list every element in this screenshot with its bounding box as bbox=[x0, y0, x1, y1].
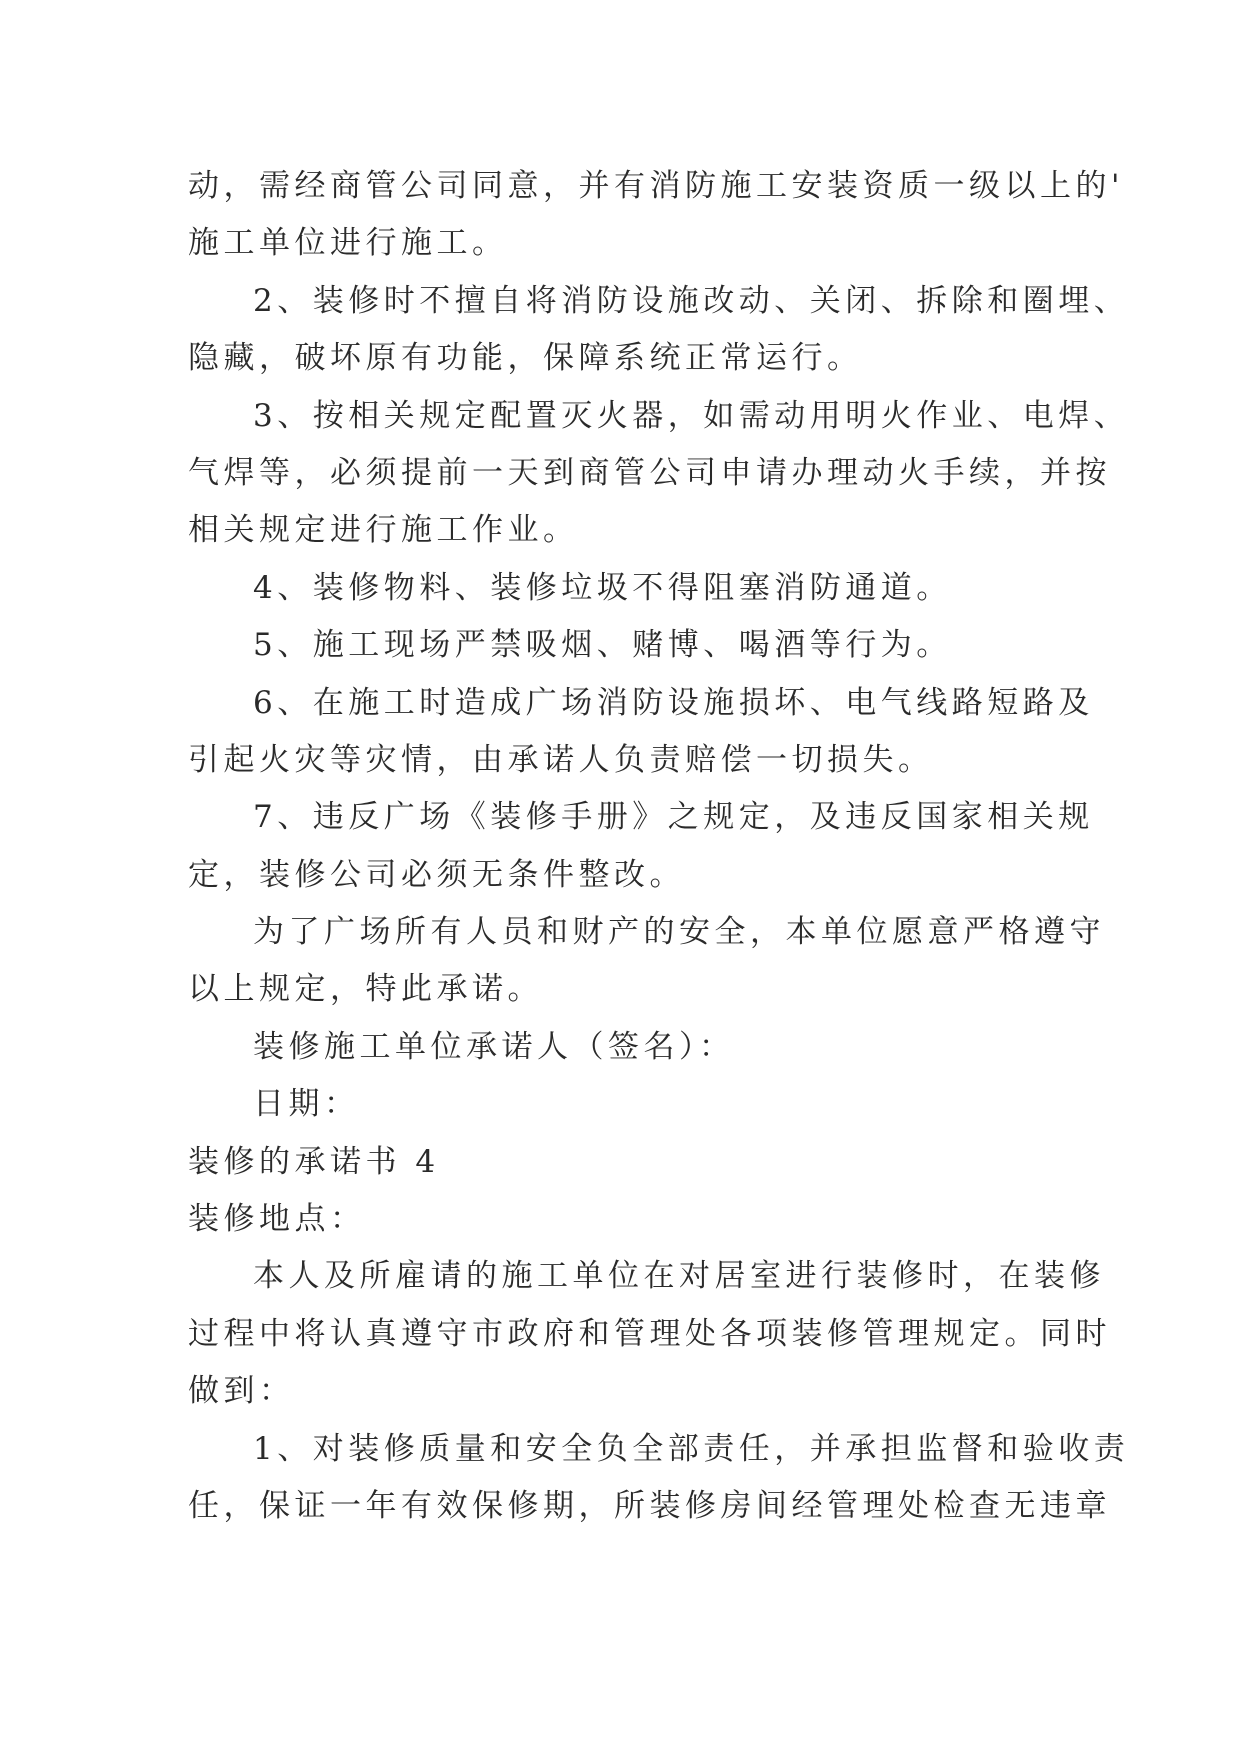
section-title: 装修的承诺书 4 bbox=[188, 1143, 440, 1180]
text-line-2: 施工单位进行施工。 bbox=[188, 225, 508, 262]
pledge-line-1: 为了广场所有人员和财产的安全，本单位愿意严格遵守 bbox=[253, 914, 1105, 951]
item-1-line-1: 1、对装修质量和安全负全部责任，并承担监督和验收责 bbox=[253, 1430, 1130, 1467]
clause-2-line-2: 隐藏，破坏原有功能，保障系统正常运行。 bbox=[188, 340, 863, 377]
clause-7-line-2: 定，装修公司必须无条件整改。 bbox=[188, 856, 685, 893]
text-line-1: 动，需经商管公司同意，并有消防施工安装资质一级以上的' bbox=[188, 168, 1125, 204]
intro-line-2: 过程中将认真遵守市政府和管理处各项装修管理规定。同时 bbox=[188, 1315, 1111, 1352]
date-label: 日期： bbox=[253, 1086, 360, 1123]
location-label: 装修地点： bbox=[188, 1201, 366, 1238]
pledge-line-2: 以上规定，特此承诺。 bbox=[188, 971, 543, 1008]
intro-line-1: 本人及所雇请的施工单位在对居室进行装修时，在装修 bbox=[253, 1258, 1105, 1295]
clause-3-line-3: 相关规定进行施工作业。 bbox=[188, 512, 579, 549]
clause-2-line-1: 2、装修时不擅自将消防设施改动、关闭、拆除和圈埋、 bbox=[253, 282, 1130, 319]
clause-6-line-2: 引起火灾等灾情，由承诺人负责赔偿一切损失。 bbox=[188, 741, 934, 778]
document-body bbox=[188, 158, 1130, 1535]
clause-7-line-1: 7、违反广场《装修手册》之规定，及违反国家相关规 bbox=[253, 799, 1094, 836]
item-1-line-2: 任，保证一年有效保修期，所装修房间经管理处检查无违章 bbox=[188, 1487, 1111, 1524]
clause-6-line-1: 6、在施工时造成广场消防设施损坏、电气线路短路及 bbox=[253, 684, 1094, 721]
signature-label: 装修施工单位承诺人（签名）： bbox=[253, 1028, 735, 1065]
clause-3-line-1: 3、按相关规定配置灭火器，如需动用明火作业、电焊、 bbox=[253, 397, 1130, 434]
clause-4-line-1: 4、装修物料、装修垃圾不得阻塞消防通道。 bbox=[253, 569, 952, 606]
clause-3-line-2: 气焊等，必须提前一天到商管公司申请办理动火手续，并按 bbox=[188, 454, 1111, 491]
intro-line-3: 做到： bbox=[188, 1373, 295, 1410]
clause-5-line-1: 5、施工现场严禁吸烟、赌博、喝酒等行为。 bbox=[253, 627, 952, 664]
